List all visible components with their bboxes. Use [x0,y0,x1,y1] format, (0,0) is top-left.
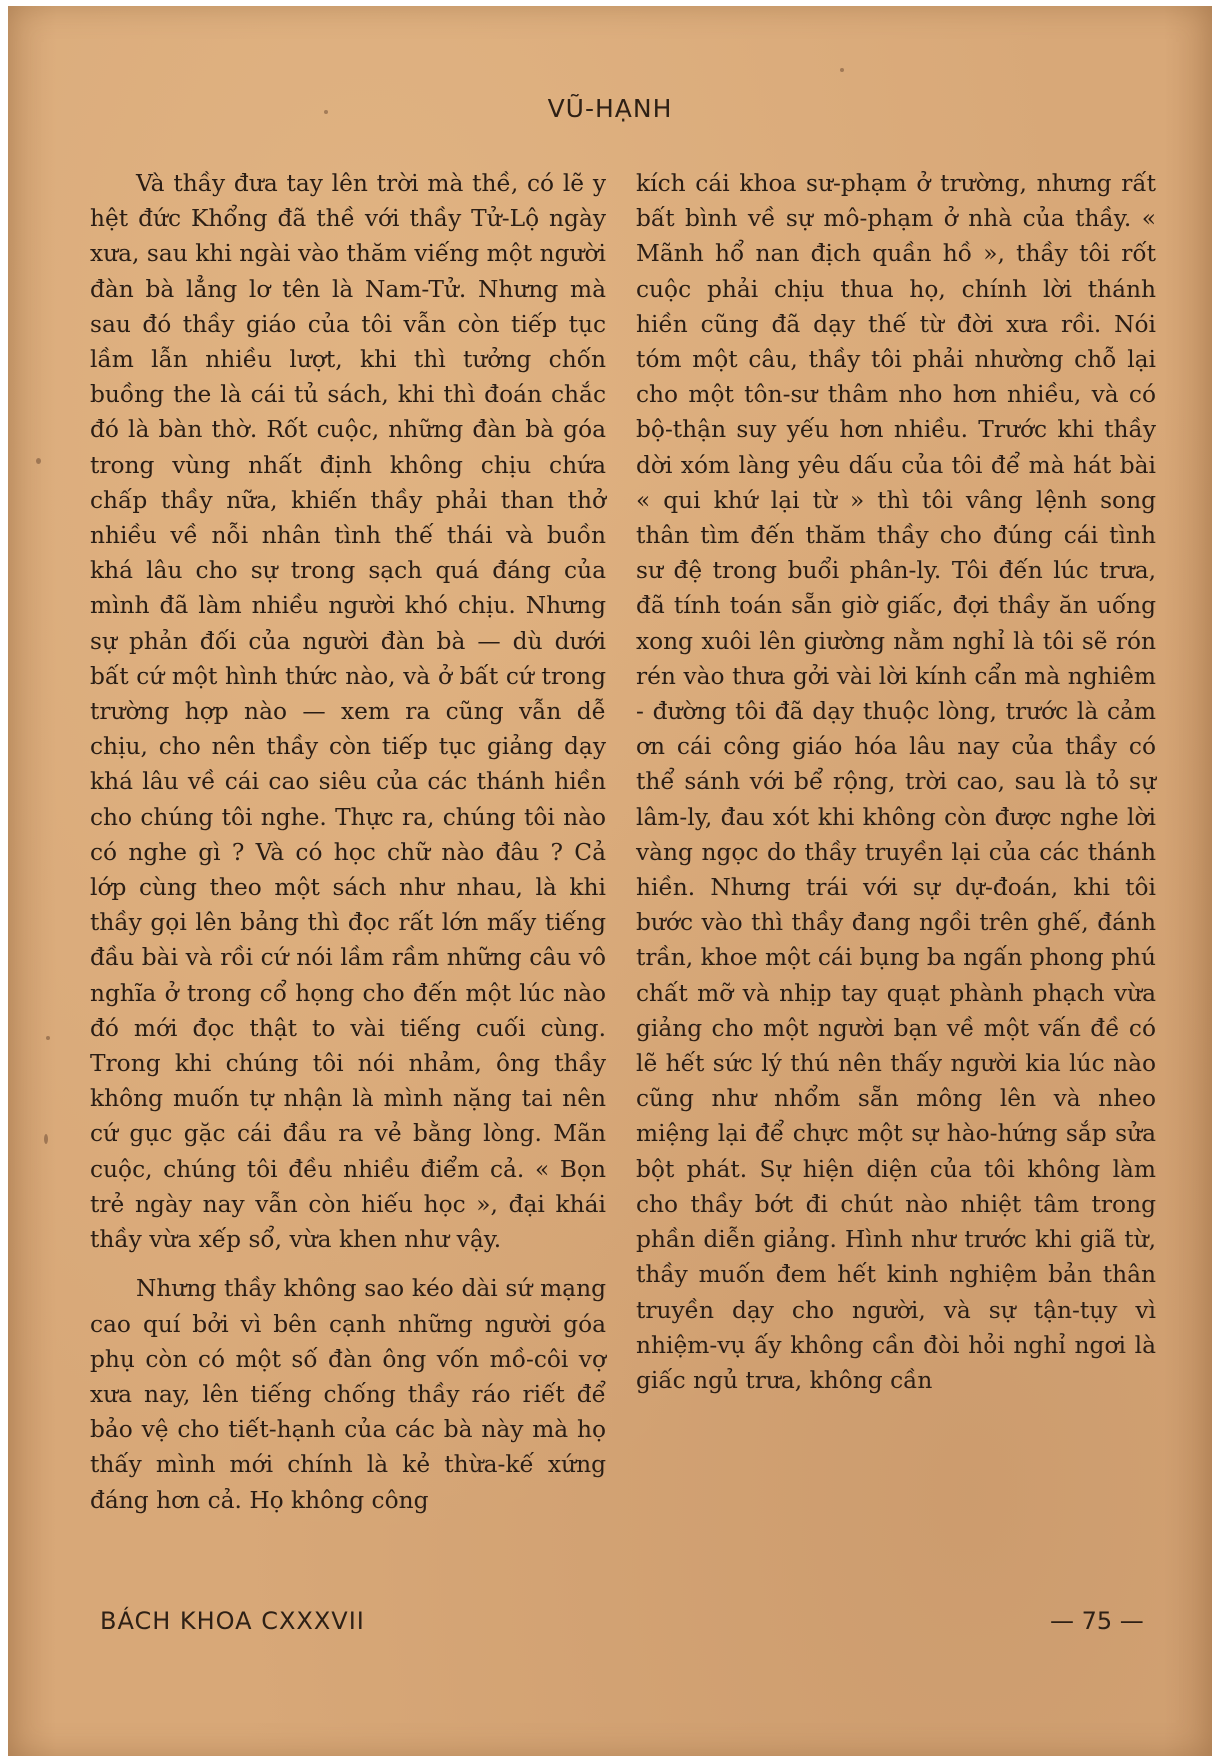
running-header: VŨ-HẠNH [547,94,673,123]
paper-speck [324,110,328,114]
left-paragraph-2: Nhưng thầy không sao kéo dài sứ mạng cao quí bởi vì bên cạnh những người góa phụ còn có một số đàn ông vốn mồ-côi vợ xưa nay, lên tiếng chống thầy ráo riết để bảo vệ cho tiết-hạnh của các bà này mà họ thấy mình mới chính là kẻ thừa-kế xứng đáng hơn cả. Họ không công [90,1275,606,1514]
publication-footer: BÁCH KHOA CXXXVII [100,1607,365,1635]
left-column [90,166,606,1518]
paper-speck [36,458,41,464]
paper-speck [44,1134,48,1144]
right-paragraph-1: kích cái khoa sư-phạm ở trường, nhưng rất bất bình về sự mô-phạm ở nhà của thầy. « Mãnh hổ nan địch quần hồ », thầy tôi rốt cuộc phải chịu thua họ, chính lời thánh hiền cũng đã dạy thế từ đời xưa rồi. Nói tóm một câu, thầy tôi phải nhường chỗ lại cho một tôn-sư thâm nho hơn nhiều, và có bộ-thận suy yếu hơn nhiều. Trước khi thầy dời xóm làng yêu dấu của tôi để mà hát bài « qui khứ lại từ » thì tôi vâng lệnh song thân tìm đến thăm thầy cho đúng cái tình sư đệ trong buổi phân-ly. Tôi đến lúc trưa, đã tính toán sẵn giờ giấc, đợi thầy ăn uống xong xuôi lên giường nằm nghỉ là tôi sẽ rón rén vào thưa gởi vài lời kính cẩn mà nghiêm - đường tôi đã dạy thuộc lòng, trước là cảm ơn cái công giáo hóa lâu nay của thầy có thể sánh với bể rộng, trời cao, sau là tỏ sự lâm-ly, đau xót khi không còn được nghe lời vàng ngọc do thầy truyền lại của các thánh hiền. Nhưng trái với sự dự-đoán, khi tôi bước vào thì thầy đang ngồi trên ghế, đánh trần, khoe một cái bụng ba ngấn phong phú chất mỡ và nhịp tay quạt phành phạch vừa giảng cho một người bạn về một vấn đề có lẽ hết sức lý thú nên thấy người kia lúc nào cũng như nhổm sẵn mông lên và nheo miệng lại để chực một sự hào-hứng sắp sửa bột phát. Sự hiện diện của tôi không làm cho thầy bớt đi chút nào nhiệt tâm trong phần diễn giảng. Hình như trước khi giã từ, thầy muốn đem hết kinh nghiệm bản thân truyền dạy cho người, và sự tận-tụy vì nhiệm-vụ ấy không cần đòi hỏi nghỉ ngơi là giấc ngủ trưa, không cần [636,170,1156,1394]
left-paragraph-1: Và thầy đưa tay lên trời mà thề, có lẽ y hệt đức Khổng đã thề với thầy Tử-Lộ ngày xưa, sau khi ngài vào thăm viếng một người đàn bà lẳng lơ tên là Nam-Tử. Nhưng mà sau đó thầy giáo của tôi vẫn còn tiếp tục lầm lẫn nhiều lượt, khi thì tưởng chốn buồng the là cái tủ sách, khi thì đoán chắc đó là bàn thờ. Rốt cuộc, những đàn bà góa trong vùng nhất định không chịu chứa chấp thầy nữa, khiến thầy phải than thở nhiều về nỗi nhân tình thế thái và buồn khá lâu cho sự trong sạch quá đáng của mình đã làm nhiều người khó chịu. Nhưng sự phản đối của người đàn bà — dù dưới bất cứ một hình thức nào, và ở bất cứ trong trường hợp nào — xem ra cũng vẫn dễ chịu, cho nên thầy còn tiếp tục giảng dạy khá lâu về cái cao siêu của các thánh hiền cho chúng tôi nghe. Thực ra, chúng tôi nào có nghe gì ? Và có học chữ nào đâu ? Cả lớp cùng theo một sách như nhau, là khi thầy gọi lên bảng thì đọc rất lớn mấy tiếng đầu bài và rồi cứ nói lầm rầm những câu vô nghĩa ở trong cổ họng cho đến một lúc nào đó mới đọc thật to vài tiếng cuối cùng. Trong khi chúng tôi nói nhảm, ông thầy không muốn tự nhận là mình nặng tai nên cứ gục gặc cái đầu ra vẻ bằng lòng. Mãn cuộc, chúng tôi đều nhiều điểm cả. « Bọn trẻ ngày nay vẫn còn hiếu học », đại khái thầy vừa xếp sổ, vừa khen như vậy. [90,170,606,1254]
scanned-page [8,6,1212,1756]
page-number: — 75 — [1050,1607,1144,1635]
paper-speck [46,1036,50,1040]
right-column [636,166,1156,1398]
paper-speck [840,68,844,72]
